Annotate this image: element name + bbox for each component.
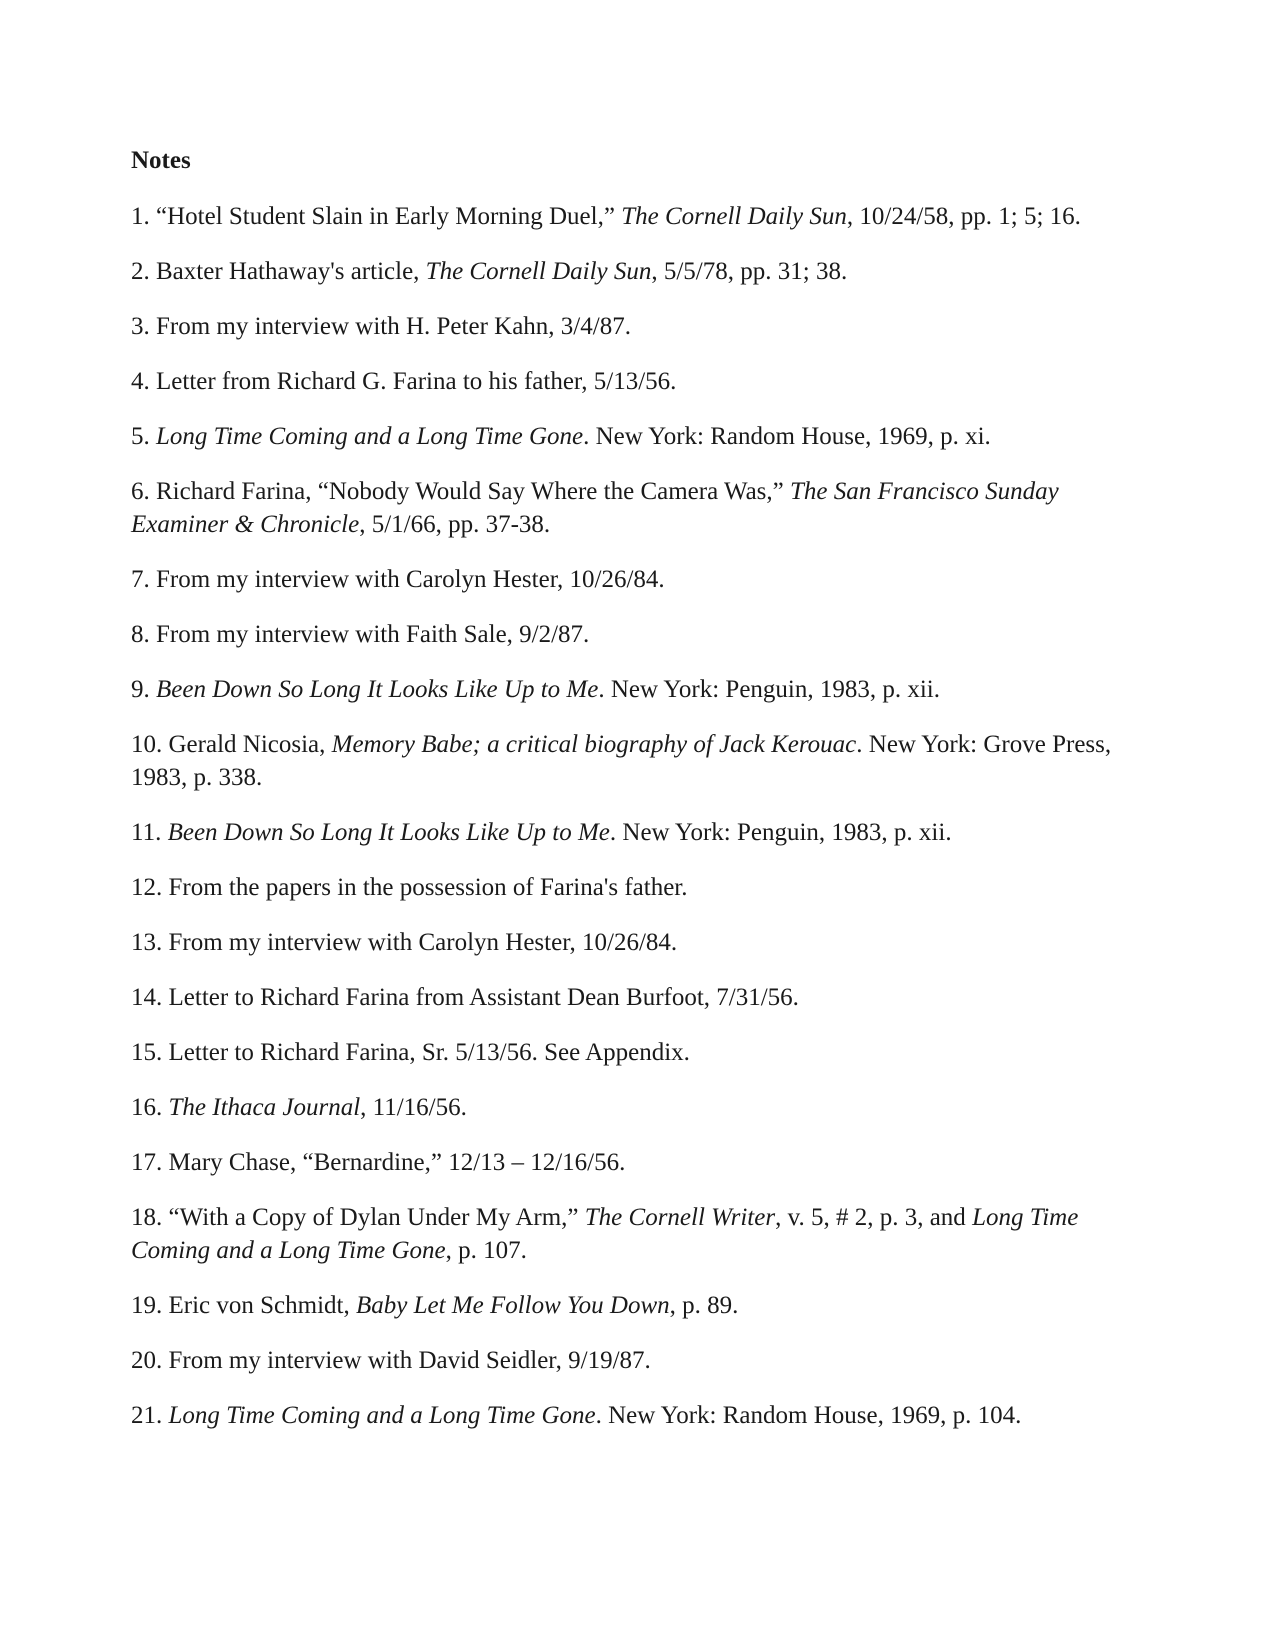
note-number: 17.: [131, 1149, 169, 1176]
note-number: 13.: [131, 929, 169, 956]
note-text-italic: Long Time Coming and a Long Time Gone: [168, 1402, 596, 1429]
note-number: 7.: [131, 566, 156, 593]
note-number: 10.: [131, 731, 169, 758]
page-title: Notes: [131, 147, 191, 174]
note-text: From my interview with Carolyn Hester, 10/26/84.: [156, 566, 665, 593]
note-text: , p. 107.: [445, 1237, 527, 1264]
note-text: . New York: Penguin, 1983, p. xii.: [609, 819, 952, 846]
note-number: 15.: [131, 1039, 169, 1066]
notes-list: [131, 200, 1141, 1432]
note-text: “With a Copy of Dylan Under My Arm,”: [168, 1204, 585, 1231]
note-text: Richard Farina, “Nobody Would Say Where the Camera Was,”: [156, 478, 790, 505]
note-text: Gerald Nicosia,: [168, 731, 332, 758]
note-text: Letter to Richard Farina from Assistant Dean Burfoot, 7/31/56.: [168, 984, 799, 1011]
note: [131, 1091, 1141, 1124]
note-text-italic: The Cornell Writer: [584, 1204, 776, 1231]
note-text: Letter to Richard Farina, Sr. 5/13/56. See Appendix.: [168, 1039, 690, 1066]
note-text: From my interview with H. Peter Kahn, 3/4/87.: [156, 313, 631, 340]
note-text-italic: Memory Babe; a critical biography of Jack Kerouac: [331, 731, 857, 758]
note-text-italic: Long Time Coming and a Long Time Gone: [156, 423, 584, 450]
note: [131, 816, 1141, 849]
note-text: . New York: Random House, 1969, p. xi.: [583, 423, 991, 450]
note-number: 1.: [131, 203, 156, 230]
note: [131, 926, 1141, 959]
note-text: Letter from Richard G. Farina to his father, 5/13/56.: [156, 368, 677, 395]
note-text: Mary Chase, “Bernardine,” 12/13 – 12/16/56.: [168, 1149, 626, 1176]
note-text-italic: The San Francisco Sunday Examiner & Chronicle: [131, 478, 1059, 538]
note-text-italic: Baby Let Me Follow You Down: [355, 1292, 670, 1319]
note: [131, 728, 1141, 794]
note-text: Eric von Schmidt,: [168, 1292, 356, 1319]
note-number: 16.: [131, 1094, 169, 1121]
note-text: , p. 89.: [669, 1292, 739, 1319]
note: [131, 1201, 1141, 1267]
note-number: 2.: [131, 258, 156, 285]
note: [131, 673, 1141, 706]
note-text: “Hotel Student Slain in Early Morning Duel,”: [156, 203, 622, 230]
note-text: From my interview with Carolyn Hester, 10/26/84.: [168, 929, 678, 956]
note: [131, 365, 1141, 398]
note: [131, 1146, 1141, 1179]
note-text: . New York: Penguin, 1983, p. xii.: [598, 676, 940, 703]
note-number: 6.: [131, 478, 156, 505]
note: [131, 420, 1141, 453]
note-text: , 5/5/78, pp. 31; 38.: [651, 258, 848, 285]
note-text-italic: The Cornell Daily Sun: [621, 203, 847, 230]
note: [131, 1344, 1141, 1377]
note-number: 8.: [131, 621, 156, 648]
note-text: From my interview with David Seidler, 9/19/87.: [168, 1347, 651, 1374]
note-text-italic: Been Down So Long It Looks Like Up to Me: [167, 819, 610, 846]
note-text: From my interview with Faith Sale, 9/2/87.: [156, 621, 590, 648]
note: [131, 200, 1141, 233]
note: [131, 255, 1141, 288]
note: [131, 563, 1141, 596]
note-number: 21.: [131, 1402, 169, 1429]
note: [131, 1399, 1141, 1432]
note-text: , 10/24/58, pp. 1; 5; 16.: [846, 203, 1081, 230]
note-text: , v. 5, # 2, p. 3, and: [775, 1204, 973, 1231]
note: [131, 618, 1141, 651]
note-number: 9.: [131, 676, 156, 703]
note-text: From the papers in the possession of Farina's father.: [168, 874, 688, 901]
note: [131, 981, 1141, 1014]
note-text-italic: The Ithaca Journal: [168, 1094, 361, 1121]
note-text: Baxter Hathaway's article,: [156, 258, 426, 285]
note-number: 20.: [131, 1347, 169, 1374]
note-text-italic: Been Down So Long It Looks Like Up to Me: [156, 676, 599, 703]
note-number: 19.: [131, 1292, 169, 1319]
note-text-italic: Long Time Coming and a Long Time Gone: [131, 1204, 1079, 1264]
note-text: . New York: Grove Press, 1983, p. 338.: [131, 731, 1112, 791]
note-number: 11.: [131, 819, 168, 846]
note-number: 14.: [131, 984, 169, 1011]
note: [131, 1036, 1141, 1069]
note-text: , 11/16/56.: [360, 1094, 467, 1121]
note-text: . New York: Random House, 1969, p. 104.: [595, 1402, 1022, 1429]
note: [131, 475, 1141, 541]
note-number: 12.: [131, 874, 169, 901]
note-number: 5.: [131, 423, 156, 450]
note-number: 3.: [131, 313, 156, 340]
note: [131, 310, 1141, 343]
note-number: 4.: [131, 368, 156, 395]
note-text: , 5/1/66, pp. 37-38.: [359, 511, 551, 538]
note: [131, 871, 1141, 904]
note-text-italic: The Cornell Daily Sun: [425, 258, 652, 285]
note: [131, 1289, 1141, 1322]
note-number: 18.: [131, 1204, 169, 1231]
